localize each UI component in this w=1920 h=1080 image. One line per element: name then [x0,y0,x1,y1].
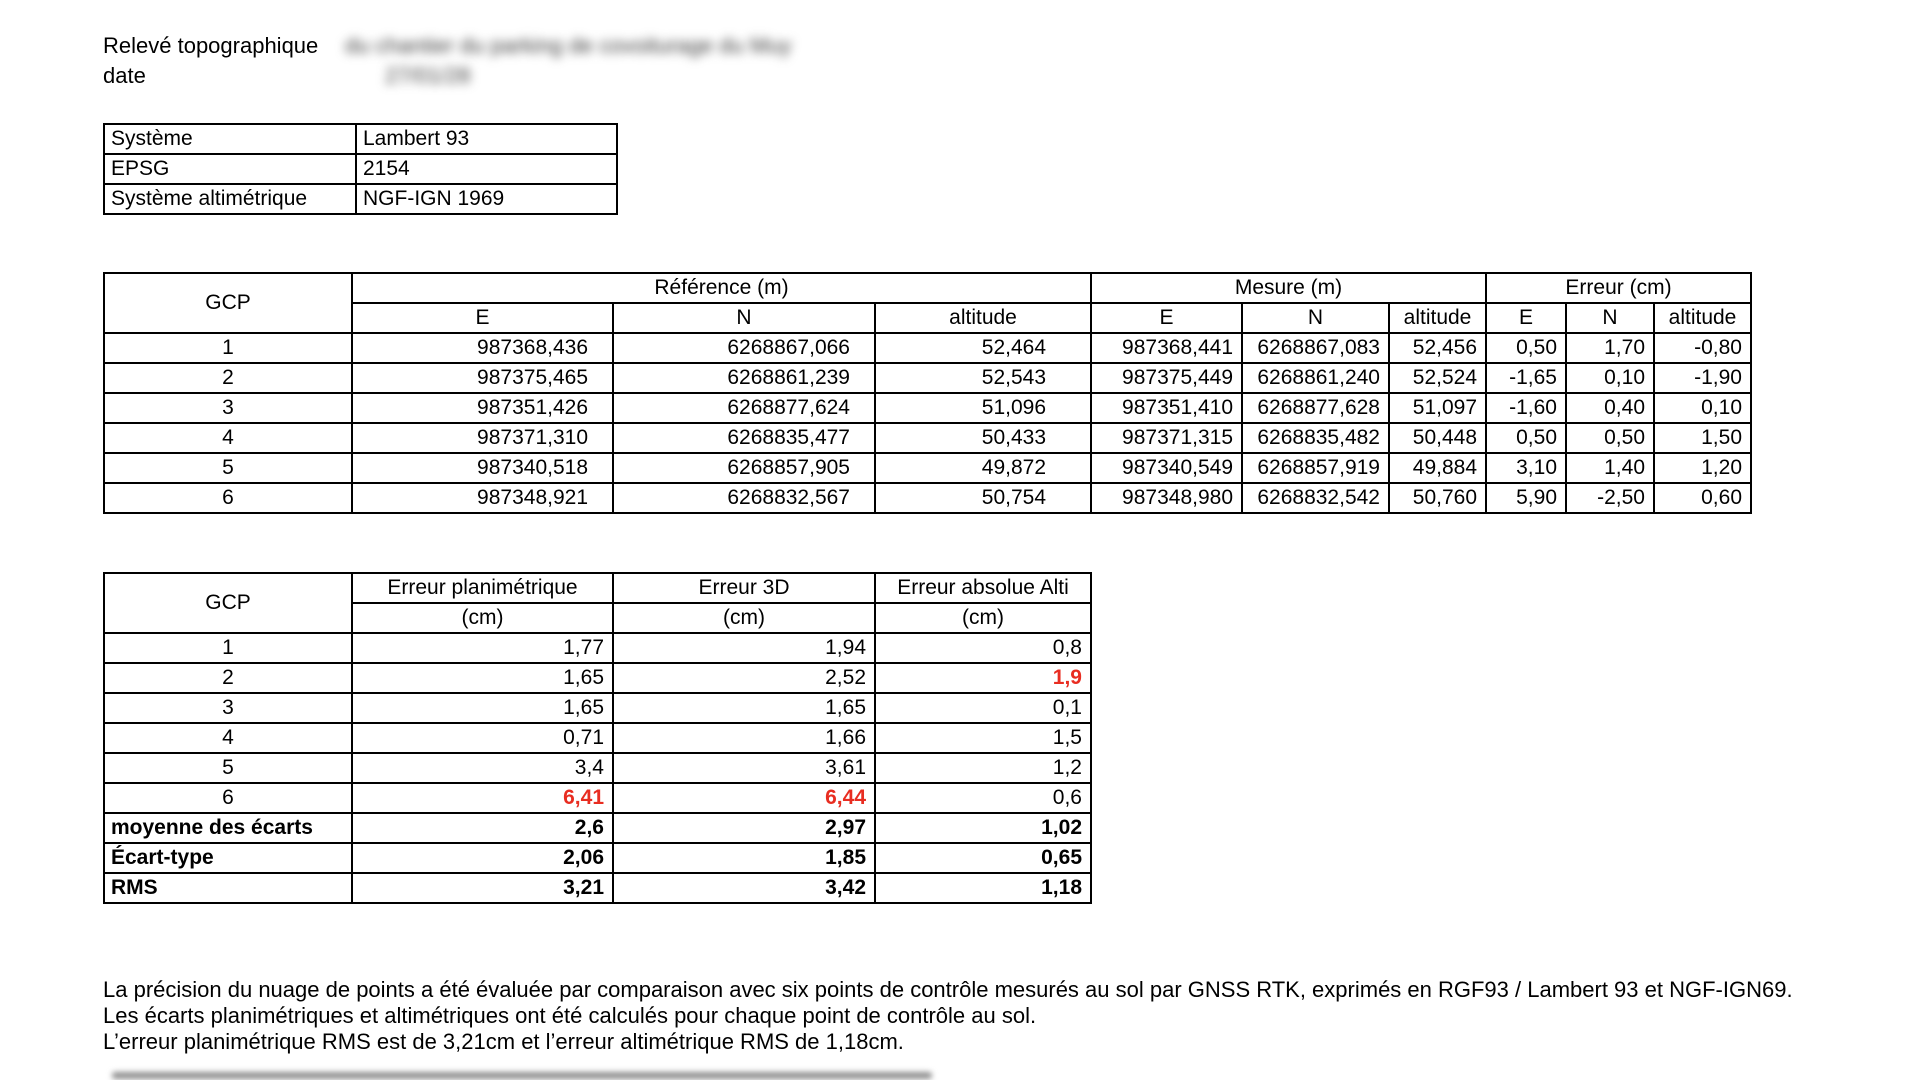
row-label-cell: 1 [104,633,352,663]
gcp-id-cell: 1 [104,333,352,363]
column-header-3d: Erreur 3D [613,573,875,603]
value-cell: 6,41 [352,783,613,813]
value-cell: 6268832,567 [613,483,875,513]
error-table-body [104,633,1091,903]
value-cell: 49,872 [875,453,1091,483]
notes-paragraph [103,977,1793,1055]
column-header: N [1566,303,1654,333]
value-cell: 0,10 [1566,363,1654,393]
value-cell: 6268877,628 [1242,393,1389,423]
value-cell: 2,52 [613,663,875,693]
project-name-redacted: du chantier du parking de covoiturage du Muy [345,33,792,58]
gcp-accuracy-table [103,272,1752,514]
gcp-table-header [104,273,1751,333]
value-cell: 1,70 [1566,333,1654,363]
column-header-planimetric: Erreur planimétrique [352,573,613,603]
value-cell: 1,40 [1566,453,1654,483]
value-cell: 52,464 [875,333,1091,363]
table-row [104,723,1091,753]
gcp-id-cell: 6 [104,483,352,513]
column-group-header-measure: Mesure (m) [1091,273,1486,303]
value-cell: 0,6 [875,783,1091,813]
value-cell: 6268835,477 [613,423,875,453]
value-cell: 50,448 [1389,423,1486,453]
value-cell: 987375,465 [352,363,613,393]
row-label-cell: EPSG [104,154,356,184]
value-cell: 52,524 [1389,363,1486,393]
value-cell: -2,50 [1566,483,1654,513]
value-cell: 51,097 [1389,393,1486,423]
value-cell: 0,50 [1486,333,1566,363]
value-cell: 1,66 [613,723,875,753]
column-header: N [613,303,875,333]
table-row [104,693,1091,723]
value-cell: 1,65 [352,693,613,723]
value-cell: 6268835,482 [1242,423,1389,453]
value-cell: 52,543 [875,363,1091,393]
table-row [104,663,1091,693]
value-cell: 1,77 [352,633,613,663]
table-row [104,753,1091,783]
value-cell: 1,5 [875,723,1091,753]
value-cell: 3,61 [613,753,875,783]
table-row [104,393,1751,423]
table-row [104,124,617,154]
value-cell: 50,754 [875,483,1091,513]
value-cell: 0,50 [1486,423,1566,453]
value-cell: 1,18 [875,873,1091,903]
note-line-precision: La précision du nuage de points a été évaluée par comparaison avec six points de contrôle mesurés au sol par GNSS RTK, exprimés en RGF93 / Lambert 93 et NGF-IGN69. [103,977,1793,1002]
column-header: E [352,303,613,333]
value-cell: 1,2 [875,753,1091,783]
value-cell: -0,80 [1654,333,1751,363]
value-cell: 6268857,919 [1242,453,1389,483]
value-cell: 2,6 [352,813,613,843]
value-cell: 987348,921 [352,483,613,513]
value-cell: 987375,449 [1091,363,1242,393]
unit-header: (cm) [613,603,875,633]
value-cell: 0,71 [352,723,613,753]
value-cell: 987340,518 [352,453,613,483]
table-row [104,363,1751,393]
value-cell: 1,9 [875,663,1091,693]
value-cell: 1,94 [613,633,875,663]
value-cell: 987368,441 [1091,333,1242,363]
table-row [104,813,1091,843]
value-cell: 5,90 [1486,483,1566,513]
value-cell: 49,884 [1389,453,1486,483]
system-table-body [104,124,617,214]
value-cell: 6268867,083 [1242,333,1389,363]
table-row [104,573,1091,603]
value-cell: 987340,549 [1091,453,1242,483]
row-label-cell: moyenne des écarts [104,813,352,843]
gcp-table-body [104,333,1751,513]
value-cell: 51,096 [875,393,1091,423]
gcp-corner-header: GCP [104,273,352,333]
gcp-id-cell: 2 [104,363,352,393]
value-cell: 2154 [356,154,617,184]
table-row [104,483,1751,513]
row-label-cell: Système altimétrique [104,184,356,214]
row-label-cell: 6 [104,783,352,813]
value-cell: 6,44 [613,783,875,813]
bottom-blurred-content [112,1072,932,1079]
value-cell: 6268832,542 [1242,483,1389,513]
table-row [104,184,617,214]
value-cell: 987348,980 [1091,483,1242,513]
value-cell: 50,433 [875,423,1091,453]
row-label-cell: 3 [104,693,352,723]
note-line-rms: L’erreur planimétrique RMS est de 3,21cm et l’erreur altimétrique RMS de 1,18cm. [103,1029,904,1054]
row-label-cell: Système [104,124,356,154]
value-cell: 0,65 [875,843,1091,873]
column-header: altitude [1654,303,1751,333]
column-header: E [1091,303,1242,333]
value-cell: 3,21 [352,873,613,903]
value-cell: -1,60 [1486,393,1566,423]
value-cell: 50,760 [1389,483,1486,513]
value-cell: 1,85 [613,843,875,873]
value-cell: 1,65 [613,693,875,723]
table-row [104,303,1751,333]
column-header: altitude [875,303,1091,333]
value-cell: NGF-IGN 1969 [356,184,617,214]
value-cell: 6268861,239 [613,363,875,393]
column-group-header-reference: Référence (m) [352,273,1091,303]
column-header-alti: Erreur absolue Alti [875,573,1091,603]
column-header: altitude [1389,303,1486,333]
value-cell: 3,4 [352,753,613,783]
value-cell: 1,02 [875,813,1091,843]
value-cell: 2,97 [613,813,875,843]
title-row [103,31,791,61]
page-title: Relevé topographique [103,33,319,58]
value-cell: -1,65 [1486,363,1566,393]
gcp-id-cell: 4 [104,423,352,453]
row-label-cell: RMS [104,873,352,903]
table-row [104,423,1751,453]
value-cell: 0,10 [1654,393,1751,423]
value-cell: 0,40 [1566,393,1654,423]
column-header: E [1486,303,1566,333]
date-value-redacted: 27/01/28 [385,63,471,88]
value-cell: 987371,315 [1091,423,1242,453]
gcp-id-cell: 3 [104,393,352,423]
value-cell: 0,1 [875,693,1091,723]
value-cell: 987371,310 [352,423,613,453]
row-label-cell: 4 [104,723,352,753]
table-row [104,273,1751,303]
value-cell: 0,50 [1566,423,1654,453]
value-cell: 0,8 [875,633,1091,663]
table-row [104,783,1091,813]
value-cell: 1,50 [1654,423,1751,453]
value-cell: 2,06 [352,843,613,873]
error-table-header [104,573,1091,633]
document-header [103,31,791,91]
system-table [103,123,618,215]
table-row [104,843,1091,873]
value-cell: 6268877,624 [613,393,875,423]
table-row [104,873,1091,903]
value-cell: 987351,410 [1091,393,1242,423]
value-cell: 1,65 [352,663,613,693]
table-row [104,333,1751,363]
value-cell: 52,456 [1389,333,1486,363]
value-cell: 1,20 [1654,453,1751,483]
gcp-id-cell: 5 [104,453,352,483]
table-row [104,453,1751,483]
value-cell: 0,60 [1654,483,1751,513]
value-cell: 6268861,240 [1242,363,1389,393]
table-row [104,154,617,184]
value-cell: -1,90 [1654,363,1751,393]
value-cell: 987351,426 [352,393,613,423]
row-label-cell: 5 [104,753,352,783]
value-cell: 3,10 [1486,453,1566,483]
value-cell: 6268867,066 [613,333,875,363]
row-label-cell: Écart-type [104,843,352,873]
unit-header: (cm) [352,603,613,633]
column-header: N [1242,303,1389,333]
note-line-ecarts: Les écarts planimétriques et altimétriques ont été calculés pour chaque point de contrôle au sol. [103,1003,1037,1028]
date-label: date [103,63,146,88]
value-cell: 6268857,905 [613,453,875,483]
value-cell: 987368,436 [352,333,613,363]
row-label-cell: 2 [104,663,352,693]
unit-header: (cm) [875,603,1091,633]
error-summary-table [103,572,1092,904]
date-row [103,61,791,91]
table-row [104,633,1091,663]
value-cell: Lambert 93 [356,124,617,154]
column-group-header-error: Erreur (cm) [1486,273,1751,303]
value-cell: 3,42 [613,873,875,903]
gcp-corner-header: GCP [104,573,352,633]
